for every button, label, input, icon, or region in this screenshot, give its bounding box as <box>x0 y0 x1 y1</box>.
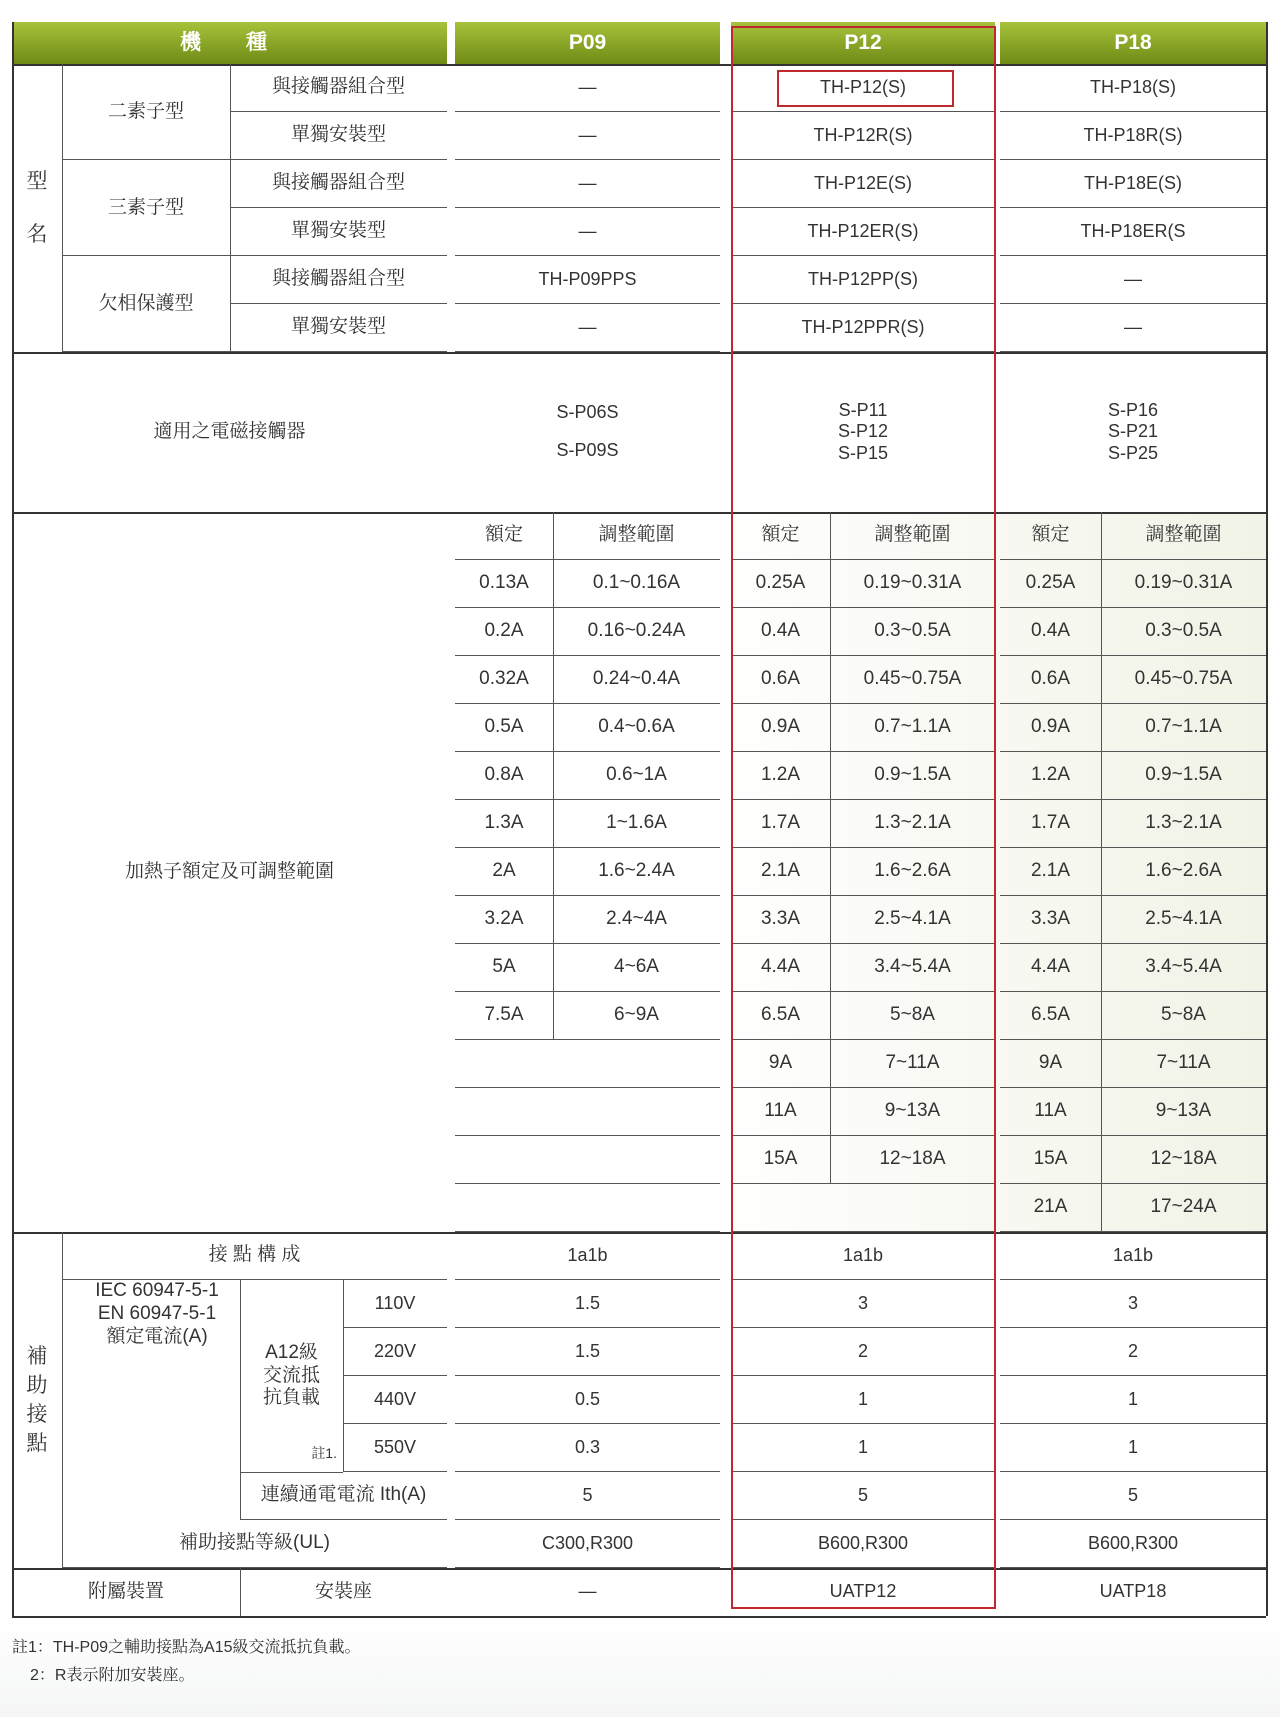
voltage-value: 3 <box>731 1280 995 1328</box>
heater-range-value: 2.4~4A <box>553 896 720 944</box>
heater-rated-value: 1.3A <box>455 800 553 848</box>
contactor-p09 <box>455 352 720 512</box>
rule-line <box>830 512 831 1184</box>
heater-rated-value: 3.2A <box>455 896 553 944</box>
heater-rated-value: 5A <box>455 944 553 992</box>
type-model-value: TH-P18ER(S <box>1000 208 1266 256</box>
heater-rated-value: 0.25A <box>1000 560 1101 608</box>
contactor-p09-line: S-P09S <box>556 440 619 460</box>
model-type-header: 機 種 <box>12 22 447 64</box>
heater-range-value: 0.4~0.6A <box>553 704 720 752</box>
heater-label: 加熱子額定及可調整範圍 <box>124 860 334 882</box>
contactor-p18-line: S-P21 <box>1107 421 1159 442</box>
contactor-p12-line: S-P11 <box>838 399 888 420</box>
heater-range-value: 0.19~0.31A <box>1101 560 1266 608</box>
voltage-value: 3 <box>1000 1280 1266 1328</box>
type-model-value: — <box>455 64 720 112</box>
continuous-current-value: 5 <box>455 1472 720 1520</box>
heater-rated-value: 7.5A <box>455 992 553 1040</box>
contactor-p18-line: S-P16 <box>1107 399 1159 420</box>
heater-range-value: 0.24~0.4A <box>553 656 720 704</box>
type-group-name: 三素子型 <box>107 196 184 218</box>
mounting-base-label: 安裝座 <box>314 1580 372 1602</box>
heater-range-value: 0.19~0.31A <box>830 560 995 608</box>
a12-load-label-line: 交流抵 <box>262 1364 320 1386</box>
mounting-base-value: UATP12 <box>829 1581 897 1602</box>
heater-empty-cell <box>455 1184 720 1232</box>
rule-line <box>62 1232 63 1568</box>
heater-rated-value: 0.13A <box>455 560 553 608</box>
heater-range-value: 1.6~2.6A <box>830 848 995 896</box>
voltage-value: 1 <box>731 1424 995 1472</box>
type-group-name: 欠相保護型 <box>98 292 194 314</box>
type-model-value: TH-P18R(S) <box>1000 112 1266 160</box>
heater-range-value: 0.9~1.5A <box>1101 752 1266 800</box>
voltage-value: 1 <box>1000 1424 1266 1472</box>
heater-range-value: 0.6~1A <box>553 752 720 800</box>
heater-rated-value: 1.2A <box>1000 752 1101 800</box>
heater-range-header: 調整範圍 <box>830 512 995 560</box>
continuous-current-label: 連續通電電流 Ith(A) <box>240 1472 447 1520</box>
contactor-p18-line: S-P25 <box>1107 442 1159 463</box>
type-model-value: TH-P12E(S) <box>731 160 995 208</box>
iec-rated-current-label-line: 額定電流(A) <box>106 1325 208 1347</box>
heater-range-value: 0.45~0.75A <box>830 656 995 704</box>
accessory-label: 附屬裝置 <box>87 1580 164 1602</box>
heater-range-value: 1.3~2.1A <box>1101 800 1266 848</box>
type-model-value: — <box>1000 256 1266 304</box>
heater-range-value: 0.3~0.5A <box>830 608 995 656</box>
rule-line <box>240 1568 241 1616</box>
type-model-value: TH-P12ER(S) <box>731 208 995 256</box>
col-header-p12: P12 <box>731 22 995 64</box>
type-name-char: 型 <box>26 169 48 193</box>
footnote-1: 註1：TH-P09之輔助接點為A15級交流抵抗負載。 <box>12 1639 361 1656</box>
heater-range-value: 17~24A <box>1101 1184 1266 1232</box>
heater-rated-value: 0.2A <box>455 608 553 656</box>
contactor-p12 <box>731 352 995 512</box>
heater-range-value: 7~11A <box>830 1040 995 1088</box>
ul-grade-value: B600,R300 <box>731 1520 995 1568</box>
rule-line <box>343 1280 344 1472</box>
heater-rated-value: 21A <box>1000 1184 1101 1232</box>
continuous-current-value: 5 <box>1000 1472 1266 1520</box>
heater-rated-value: 0.9A <box>1000 704 1101 752</box>
heater-rated-value: 6.5A <box>731 992 830 1040</box>
voltage-label: 110V <box>343 1280 447 1328</box>
heater-range-value: 6~9A <box>553 992 720 1040</box>
iec-rated-current-label <box>62 1280 240 1520</box>
voltage-value: 0.3 <box>455 1424 720 1472</box>
aux-contact-label <box>12 1232 62 1568</box>
heater-rated-value: 15A <box>1000 1136 1101 1184</box>
type-model-value: — <box>455 304 720 352</box>
heater-rated-value: 1.7A <box>731 800 830 848</box>
heater-rated-value: 9A <box>1000 1040 1101 1088</box>
heater-range-value: 12~18A <box>830 1136 995 1184</box>
ul-grade-value: C300,R300 <box>455 1520 720 1568</box>
iec-rated-current-label-line: IEC 60947-5-1 <box>95 1280 219 1301</box>
voltage-value: 1.5 <box>455 1328 720 1376</box>
heater-rated-value: 4.4A <box>731 944 830 992</box>
iec-rated-current-label-line: EN 60947-5-1 <box>97 1302 217 1324</box>
rule-line <box>230 64 231 352</box>
voltage-value: 2 <box>1000 1328 1266 1376</box>
col-header-p09: P09 <box>455 22 720 64</box>
heater-range-value: 0.16~0.24A <box>553 608 720 656</box>
mounting-base-value: — <box>578 1581 597 1602</box>
rule-line <box>240 1280 241 1472</box>
heater-rated-value: 1.7A <box>1000 800 1101 848</box>
mounting-base-value: UATP18 <box>1099 1581 1167 1602</box>
heater-range-value: 9~13A <box>1101 1088 1266 1136</box>
rule-line <box>1266 22 1268 1616</box>
contact-config-value: 1a1b <box>455 1232 720 1280</box>
rule-line <box>12 1616 1266 1618</box>
heater-rated-header: 額定 <box>1000 512 1101 560</box>
type-kind-label: 與接觸器組合型 <box>230 160 447 208</box>
voltage-label: 550V <box>343 1424 447 1472</box>
heater-rated-value: 11A <box>731 1088 830 1136</box>
rule-line <box>240 1472 241 1520</box>
heater-range-value: 0.9~1.5A <box>830 752 995 800</box>
type-kind-label: 單獨安裝型 <box>230 112 447 160</box>
contactor-p12-line: S-P12 <box>837 421 889 442</box>
heater-range-value: 1.3~2.1A <box>830 800 995 848</box>
heater-range-value: 0.7~1.1A <box>1101 704 1266 752</box>
rule-line <box>12 22 14 1616</box>
heater-range-value: 1~1.6A <box>553 800 720 848</box>
heater-range-value: 5~8A <box>830 992 995 1040</box>
voltage-label: 220V <box>343 1328 447 1376</box>
heater-range-value: 9~13A <box>830 1088 995 1136</box>
type-name-label <box>12 64 62 352</box>
heater-rated-value: 3.3A <box>1000 896 1101 944</box>
type-kind-label: 單獨安裝型 <box>230 304 447 352</box>
heater-rated-value: 3.3A <box>731 896 830 944</box>
aux-contact-char: 助 <box>26 1373 48 1397</box>
type-model-value: TH-P12R(S) <box>731 112 995 160</box>
heater-rated-header: 額定 <box>731 512 830 560</box>
heater-rated-value: 0.5A <box>455 704 553 752</box>
heater-range-value: 1.6~2.4A <box>553 848 720 896</box>
voltage-value: 0.5 <box>455 1376 720 1424</box>
aux-contact-char: 補 <box>26 1344 48 1368</box>
heater-empty-cell <box>731 1184 995 1232</box>
voltage-value: 2 <box>731 1328 995 1376</box>
type-model-value: — <box>455 208 720 256</box>
heater-range-value: 2.5~4.1A <box>830 896 995 944</box>
heater-range-value: 1.6~2.6A <box>1101 848 1266 896</box>
heater-range-value: 0.45~0.75A <box>1101 656 1266 704</box>
continuous-current-value: 5 <box>731 1472 995 1520</box>
heater-rated-value: 11A <box>1000 1088 1101 1136</box>
heater-rated-value: 0.6A <box>731 656 830 704</box>
type-model-value: TH-P09PPS <box>455 256 720 304</box>
heater-rated-value: 0.6A <box>1000 656 1101 704</box>
heater-range-header: 調整範圍 <box>1101 512 1266 560</box>
type-model-value: — <box>455 160 720 208</box>
type-model-value: TH-P12(S) <box>731 64 995 112</box>
contact-config-label: 接 點 構 成 <box>62 1232 447 1280</box>
contactor-p18 <box>1000 352 1266 512</box>
heater-range-value: 7~11A <box>1101 1040 1266 1088</box>
heater-rated-value: 0.32A <box>455 656 553 704</box>
ul-grade-value: B600,R300 <box>1000 1520 1266 1568</box>
ul-grade-label: 補助接點等級(UL) <box>62 1520 447 1568</box>
aux-contact-char: 點 <box>26 1432 48 1456</box>
voltage-label: 440V <box>343 1376 447 1424</box>
heater-rated-value: 4.4A <box>1000 944 1101 992</box>
contact-config-value: 1a1b <box>1000 1232 1266 1280</box>
type-kind-label: 單獨安裝型 <box>230 208 447 256</box>
voltage-value: 1 <box>731 1376 995 1424</box>
voltage-value: 1.5 <box>455 1280 720 1328</box>
heater-empty-cell <box>455 1040 720 1088</box>
contactor-label: 適用之電磁接觸器 <box>153 420 306 442</box>
a12-load-label-line: A12級 <box>265 1341 318 1363</box>
heater-rated-value: 0.25A <box>731 560 830 608</box>
heater-rated-value: 2A <box>455 848 553 896</box>
heater-rated-value: 15A <box>731 1136 830 1184</box>
heater-rated-header: 額定 <box>455 512 553 560</box>
heater-range-header: 調整範圍 <box>553 512 720 560</box>
type-model-value: TH-P18(S) <box>1000 64 1266 112</box>
type-kind-label: 與接觸器組合型 <box>230 256 447 304</box>
rule-line <box>553 512 554 1040</box>
voltage-value: 1 <box>1000 1376 1266 1424</box>
heater-empty-cell <box>455 1088 720 1136</box>
heater-rated-value: 0.4A <box>731 608 830 656</box>
heater-rated-value: 0.8A <box>455 752 553 800</box>
heater-rated-value: 0.9A <box>731 704 830 752</box>
type-model-value: — <box>455 112 720 160</box>
heater-range-value: 0.7~1.1A <box>830 704 995 752</box>
type-model-value: TH-P18E(S) <box>1000 160 1266 208</box>
type-model-value: — <box>1000 304 1266 352</box>
heater-range-value: 3.4~5.4A <box>830 944 995 992</box>
contactor-p09-line: S-P06S <box>556 402 619 423</box>
contactor-p12-line: S-P15 <box>837 442 889 463</box>
rule-line <box>62 64 63 352</box>
note-1-tag: 註1. <box>311 1445 337 1462</box>
heater-range-value: 3.4~5.4A <box>1101 944 1266 992</box>
footnote-2: 2：R表示附加安裝座。 <box>30 1667 195 1684</box>
heater-range-value: 12~18A <box>1101 1136 1266 1184</box>
type-group-name: 二素子型 <box>107 100 184 122</box>
heater-rated-value: 1.2A <box>731 752 830 800</box>
heater-range-value: 2.5~4.1A <box>1101 896 1266 944</box>
heater-rated-value: 6.5A <box>1000 992 1101 1040</box>
heater-range-value: 5~8A <box>1101 992 1266 1040</box>
heater-rated-value: 9A <box>731 1040 830 1088</box>
type-kind-label: 與接觸器組合型 <box>230 64 447 112</box>
heater-rated-value: 2.1A <box>1000 848 1101 896</box>
aux-contact-char: 接 <box>26 1403 48 1426</box>
heater-range-value: 4~6A <box>553 944 720 992</box>
heater-rated-value: 2.1A <box>731 848 830 896</box>
type-model-value: TH-P12PP(S) <box>731 256 995 304</box>
rule-line <box>1101 512 1102 1232</box>
a12-load-label-line: 抗負載 <box>262 1387 320 1409</box>
heater-empty-cell <box>455 1136 720 1184</box>
heater-rated-value: 0.4A <box>1000 608 1101 656</box>
type-name-char: 名 <box>26 223 48 246</box>
heater-range-value: 0.3~0.5A <box>1101 608 1266 656</box>
col-header-p18: P18 <box>1000 22 1266 64</box>
heater-range-value: 0.1~0.16A <box>553 560 720 608</box>
type-model-value: TH-P12PPR(S) <box>731 304 995 352</box>
contact-config-value: 1a1b <box>731 1232 995 1280</box>
